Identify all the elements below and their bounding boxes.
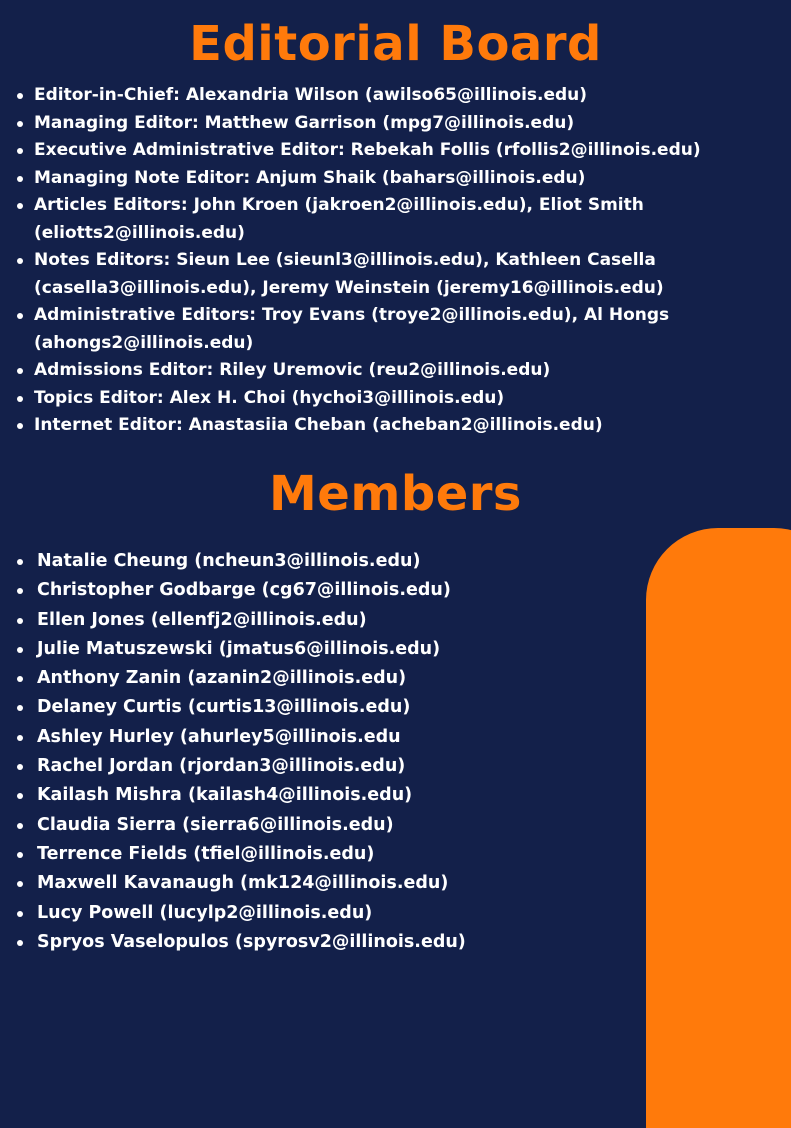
list-item: Ashley Hurley (ahurley5@illinois.edu [37, 723, 637, 752]
board-member-administrative-editors [34, 302, 714, 357]
list-item: Ellen Jones (ellenfj2@illinois.edu) [37, 606, 637, 635]
board-member-executive-administrative-editor: Executive Administrative Editor: Rebekah Follis (rfollis2@illinois.edu) [34, 137, 714, 165]
list-item: Delaney Curtis (curtis13@illinois.edu) [37, 693, 637, 722]
board-member-editor-in-chief: Editor-in-Chief: Alexandria Wilson (awilso65@illinois.edu) [34, 82, 714, 110]
articles-editors-line-2: (eliotts2@illinois.edu) [34, 222, 245, 243]
list-item: Terrence Fields (tfiel@illinois.edu) [37, 840, 637, 869]
list-item: Rachel Jordan (rjordan3@illinois.edu) [37, 752, 637, 781]
board-member-notes-editors [34, 247, 714, 302]
list-item: Christopher Godbarge (cg67@illinois.edu) [37, 576, 637, 605]
list-item: Spryos Vaselopulos (spyrosv2@illinois.edu) [37, 928, 637, 957]
decorative-orange-shape [646, 528, 791, 1128]
notes-editors-line-2: (casella3@illinois.edu), Jeremy Weinstein (jeremy16@illinois.edu) [34, 277, 664, 298]
list-item: Natalie Cheung (ncheun3@illinois.edu) [37, 547, 637, 576]
board-member-managing-note-editor: Managing Note Editor: Anjum Shaik (bahars@illinois.edu) [34, 165, 714, 193]
articles-editors-line-1: Articles Editors: John Kroen (jakroen2@illinois.edu), Eliot Smith [34, 195, 644, 215]
list-item: Julie Matuszewski (jmatus6@illinois.edu) [37, 635, 637, 664]
board-member-admissions-editor: Admissions Editor: Riley Uremovic (reu2@illinois.edu) [34, 357, 714, 385]
list-item: Kailash Mishra (kailash4@illinois.edu) [37, 781, 637, 810]
list-item: Lucy Powell (lucylp2@illinois.edu) [37, 899, 637, 928]
members-title: Members [269, 466, 522, 522]
list-item: Anthony Zanin (azanin2@illinois.edu) [37, 664, 637, 693]
notes-editors-line-1: Notes Editors: Sieun Lee (sieunl3@illinois.edu), Kathleen Casella [34, 250, 656, 270]
board-member-managing-editor: Managing Editor: Matthew Garrison (mpg7@illinois.edu) [34, 110, 714, 138]
board-member-topics-editor: Topics Editor: Alex H. Choi (hychoi3@illinois.edu) [34, 385, 714, 413]
administrative-editors-line-2: (ahongs2@illinois.edu) [34, 332, 254, 353]
editorial-board-title: Editorial Board [189, 16, 602, 72]
board-member-internet-editor: Internet Editor: Anastasiia Cheban (acheban2@illinois.edu) [34, 412, 714, 440]
editorial-board-list [34, 82, 714, 440]
list-item: Maxwell Kavanaugh (mk124@illinois.edu) [37, 869, 637, 898]
list-item: Claudia Sierra (sierra6@illinois.edu) [37, 811, 637, 840]
board-member-articles-editors [34, 192, 714, 247]
members-list [37, 547, 637, 957]
administrative-editors-line-1: Administrative Editors: Troy Evans (troye2@illinois.edu), Al Hongs [34, 305, 670, 325]
